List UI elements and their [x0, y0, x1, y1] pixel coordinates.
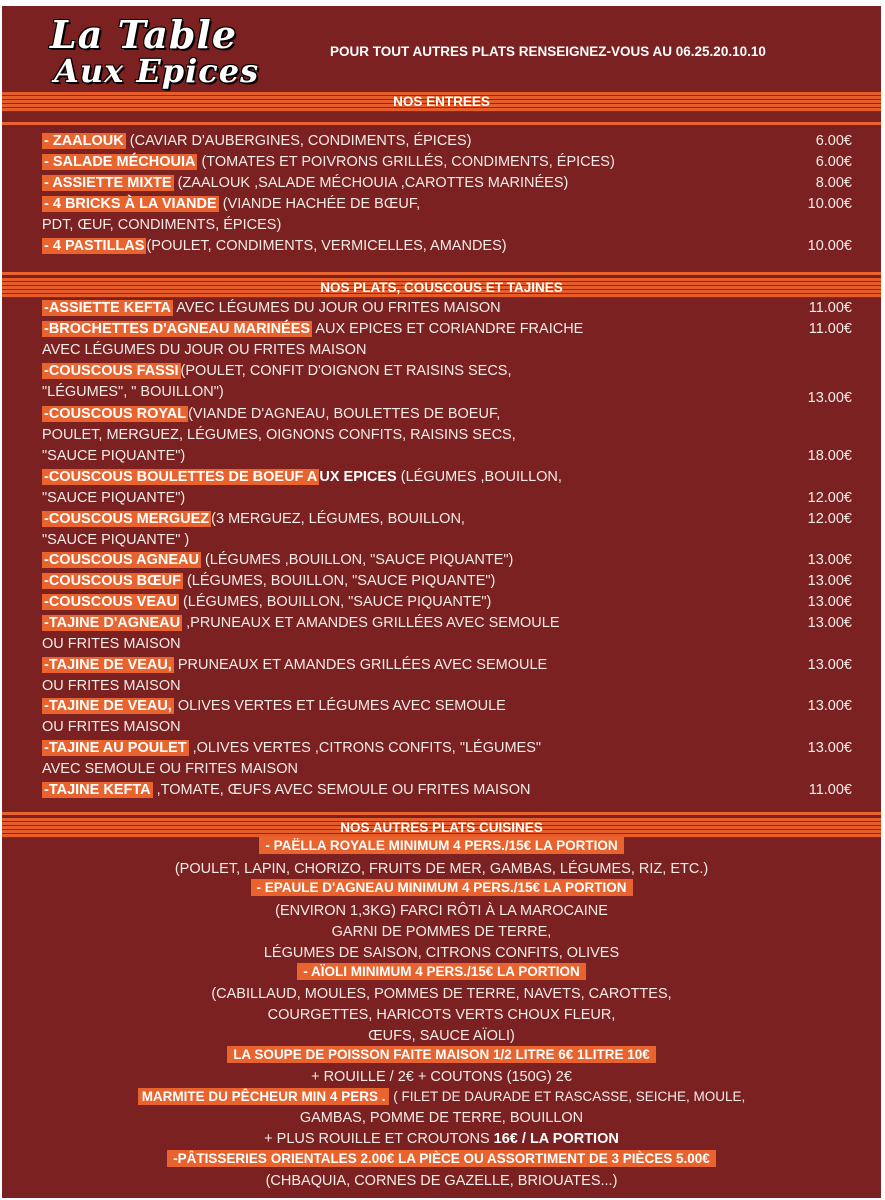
menu-item — [42, 698, 852, 718]
dish-desc — [2, 1131, 881, 1147]
item-desc: ,TOMATE, ŒUFS AVEC SEMOULE OU FRITES MAISON — [152, 782, 531, 798]
item-desc-cont: PDT, ŒUF, CONDIMENTS, ÉPICES) — [42, 217, 282, 233]
dish-desc: (POULET, LAPIN, CHORIZO, FRUITS DE MER, GAMBAS, LÉGUMES, RIZ, ETC.) — [174, 861, 709, 877]
item-desc: (LÉGUMES, BOUILLON, "SAUCE PIQUANTE") — [182, 573, 496, 589]
item-price: 10.00€ — [807, 238, 852, 254]
item-price: 13.00€ — [807, 657, 852, 673]
section-header-autres — [2, 818, 881, 838]
section-header-entrees — [2, 92, 881, 112]
menu-item — [42, 321, 852, 341]
item-desc: (LÉGUMES ,BOUILLON, "SAUCE PIQUANTE") — [200, 552, 514, 568]
item-desc: "SAUCE PIQUANTE") — [42, 448, 186, 464]
menu-item — [42, 133, 852, 153]
item-price: 18.00€ — [807, 448, 852, 464]
dish-title: MARMITE DU PÊCHEUR MIN 4 PERS . — [138, 1088, 390, 1105]
dish-desc: (ENVIRON 1,3KG) FARCI RÔTI À LA MAROCAINE — [275, 903, 608, 919]
item-desc: AVEC SEMOULE OU FRITES MAISON — [42, 761, 298, 777]
dish-desc: (CABILLAUD, MOULES, POMMES DE TERRE, NAVETS, CAROTTES, — [211, 986, 672, 1002]
item-name: -COUSCOUS FASSI — [44, 363, 179, 379]
section-title-plats: NOS PLATS, COUSCOUS ET TAJINES — [320, 280, 563, 295]
item-name: - ASSIETTE MIXTE — [44, 175, 172, 191]
dish-desc: ( FILET DE DAURADE ET RASCASSE, SEICHE, MOULE, — [389, 1089, 746, 1104]
dish-title: -PÂTISSERIES ORIENTALES 2.00€ LA PIÈCE OU ASSORTIMENT DE 3 PIÈCES 5.00€ — [167, 1150, 716, 1167]
item-name: -BROCHETTES D'AGNEAU MARINÉES — [44, 321, 311, 337]
dish-desc: + ROUILLE / 2€ + COUTONS (150G) 2€ — [311, 1069, 572, 1085]
item-name: -COUSCOUS AGNEAU — [44, 552, 199, 568]
dish-title: - PAËLLA ROYALE MINIMUM 4 PERS./15€ LA PORTION — [259, 837, 623, 854]
menu-item — [42, 657, 852, 677]
menu-item — [42, 406, 852, 426]
item-price: 6.00€ — [815, 133, 852, 149]
item-name: -TAJINE DE VEAU, — [44, 657, 172, 673]
dish-desc-text: + PLUS ROUILLE ET CROUTONS — [264, 1131, 494, 1147]
menu-item — [42, 594, 852, 614]
dish-desc: COURGETTES, HARICOTS VERTS CHOUX FLEUR, — [267, 1007, 616, 1023]
item-desc-cont — [42, 384, 852, 404]
contact-info: POUR TOUT AUTRES PLATS RENSEIGNEZ-VOUS AU 06.25.20.10.10 — [330, 44, 766, 59]
dish-desc: (CHBAQUIA, CORNES DE GAZELLE, BRIOUATES...) — [265, 1173, 618, 1189]
item-desc: (LÉGUMES ,BOUILLON, — [396, 469, 562, 485]
item-desc: "SAUCE PIQUANTE") — [42, 490, 186, 506]
item-name: -TAJINE KEFTA — [44, 782, 151, 798]
menu-item — [42, 154, 852, 174]
dish-highlight — [2, 964, 881, 979]
item-desc-cont — [42, 342, 852, 362]
item-desc: (ZAALOUK ,SALADE MÉCHOUIA ,CAROTTES MARINÉES) — [173, 175, 569, 191]
item-desc-bold: UX EPICES — [319, 469, 397, 485]
section-title-autres: NOS AUTRES PLATS CUISINES — [340, 820, 543, 835]
dish-marmite — [2, 1089, 881, 1104]
item-price: 13.00€ — [807, 573, 852, 589]
dish-price: 16€ / LA PORTION — [493, 1131, 619, 1147]
menu-item — [42, 511, 852, 531]
menu-page — [2, 6, 881, 1198]
item-desc: (POULET, CONDIMENTS, VERMICELLES, AMANDES) — [146, 238, 507, 254]
dish-desc: GAMBAS, POMME DE TERRE, BOUILLON — [299, 1110, 584, 1126]
menu-item — [42, 573, 852, 593]
item-desc: AVEC LÉGUMES DU JOUR OU FRITES MAISON — [173, 300, 501, 316]
item-name: -COUSCOUS VEAU — [44, 594, 177, 610]
menu-item — [42, 196, 852, 216]
item-price: 13.00€ — [807, 390, 852, 406]
item-desc: OU FRITES MAISON — [42, 719, 181, 735]
menu-item — [42, 615, 852, 635]
dish-desc: LÉGUMES DE SAISON, CITRONS CONFITS, OLIVES — [263, 945, 620, 961]
item-name: - 4 BRICKS À LA VIANDE — [44, 196, 217, 212]
item-desc: (LÉGUMES, BOUILLON, "SAUCE PIQUANTE") — [178, 594, 492, 610]
logo-line-2: Aux Epices — [54, 52, 260, 90]
menu-item — [42, 300, 852, 320]
item-price: 13.00€ — [807, 698, 852, 714]
dish-highlight — [2, 880, 881, 895]
divider — [2, 812, 881, 815]
divider — [2, 272, 881, 275]
dish-desc: GARNI DE POMMES DE TERRE, — [331, 924, 552, 940]
item-desc-cont — [42, 490, 852, 510]
dish-highlight — [2, 838, 881, 853]
item-price: 13.00€ — [807, 594, 852, 610]
item-desc: "LÉGUMES", " BOUILLON") — [42, 384, 224, 400]
item-price: 10.00€ — [807, 196, 852, 212]
item-desc-cont — [42, 719, 852, 739]
item-desc: POULET, MERGUEZ, LÉGUMES, OIGNONS CONFITS, RAISINS SECS, — [42, 427, 516, 443]
dish-title: LA SOUPE DE POISSON FAITE MAISON 1/2 LITRE 6€ 1LITRE 10€ — [227, 1046, 656, 1063]
item-price: 11.00€ — [808, 300, 852, 316]
item-desc: AVEC LÉGUMES DU JOUR OU FRITES MAISON — [42, 342, 367, 358]
dish-highlight — [2, 1151, 881, 1166]
item-name: -COUSCOUS BOULETTES DE BOEUF A — [44, 469, 318, 485]
item-price: 13.00€ — [807, 740, 852, 756]
item-price: 12.00€ — [807, 511, 852, 527]
dish-highlight — [2, 1047, 881, 1062]
item-name: -COUSCOUS MERGUEZ — [44, 511, 210, 527]
item-desc: (VIANDE D'AGNEAU, BOULETTES DE BOEUF, — [188, 406, 501, 422]
section-header-plats — [2, 278, 881, 298]
item-name: -TAJINE DE VEAU, — [44, 698, 172, 714]
menu-item — [42, 469, 852, 489]
dish-desc: ŒUFS, SAUCE AÏOLI) — [368, 1028, 515, 1044]
item-name: -TAJINE AU POULET — [44, 740, 187, 756]
item-desc: OU FRITES MAISON — [42, 678, 181, 694]
item-name: -ASSIETTE KEFTA — [44, 300, 172, 316]
item-price: 12.00€ — [807, 490, 852, 506]
item-name: - SALADE MÉCHOUIA — [44, 154, 196, 170]
menu-item — [42, 175, 852, 195]
item-desc-cont — [42, 532, 852, 552]
item-desc: (POULET, CONFIT D'OIGNON ET RAISINS SECS, — [180, 363, 512, 379]
item-desc-cont — [42, 678, 852, 698]
item-name: -COUSCOUS BŒUF — [44, 573, 181, 589]
item-desc-cont — [42, 761, 852, 781]
item-price: 13.00€ — [807, 615, 852, 631]
item-desc-cont — [42, 636, 852, 656]
item-price: 13.00€ — [807, 552, 852, 568]
item-name: -COUSCOUS ROYAL — [44, 406, 187, 422]
item-desc: ,PRUNEAUX ET AMANDES GRILLÉES AVEC SEMOULE — [182, 615, 560, 631]
header — [2, 6, 881, 94]
item-desc: (TOMATES ET POIVRONS GRILLÉS, CONDIMENTS, ÉPICES) — [197, 154, 615, 170]
item-desc: OU FRITES MAISON — [42, 636, 181, 652]
item-desc: OLIVES VERTES ET LÉGUMES AVEC SEMOULE — [173, 698, 506, 714]
item-desc: PRUNEAUX ET AMANDES GRILLÉES AVEC SEMOULE — [173, 657, 548, 673]
item-desc: ,OLIVES VERTES ,CITRONS CONFITS, "LÉGUMES" — [188, 740, 542, 756]
dish-title: - EPAULE D'AGNEAU MINIMUM 4 PERS./15€ LA PORTION — [251, 879, 633, 896]
item-desc: AUX EPICES ET CORIANDRE FRAICHE — [312, 321, 584, 337]
item-desc: (VIANDE HACHÉE DE BŒUF, — [218, 196, 421, 212]
menu-item — [42, 740, 852, 760]
dish-title: - AÏOLI MINIMUM 4 PERS./15€ LA PORTION — [297, 963, 586, 980]
item-desc-cont — [42, 448, 852, 468]
menu-item — [42, 363, 852, 383]
item-name: -TAJINE D'AGNEAU — [44, 615, 181, 631]
item-price: 11.00€ — [808, 782, 852, 798]
menu-item — [42, 552, 852, 572]
menu-item — [42, 238, 852, 258]
item-desc: "SAUCE PIQUANTE" ) — [42, 532, 190, 548]
menu-item — [42, 782, 852, 802]
item-price: 8.00€ — [815, 175, 852, 191]
item-desc-cont — [42, 427, 852, 447]
divider — [2, 122, 881, 125]
item-name: - ZAALOUK — [44, 133, 124, 149]
item-price: 11.00€ — [808, 321, 852, 337]
item-desc: (CAVIAR D'AUBERGINES, CONDIMENTS, ÉPICES) — [125, 133, 472, 149]
section-title-entrees: NOS ENTREES — [393, 94, 490, 109]
item-price: 6.00€ — [815, 154, 852, 170]
item-name: - 4 PASTILLAS — [44, 238, 145, 254]
item-desc: (3 MERGUEZ, LÉGUMES, BOUILLON, — [211, 511, 465, 527]
logo-line-1: La Table — [50, 12, 238, 57]
